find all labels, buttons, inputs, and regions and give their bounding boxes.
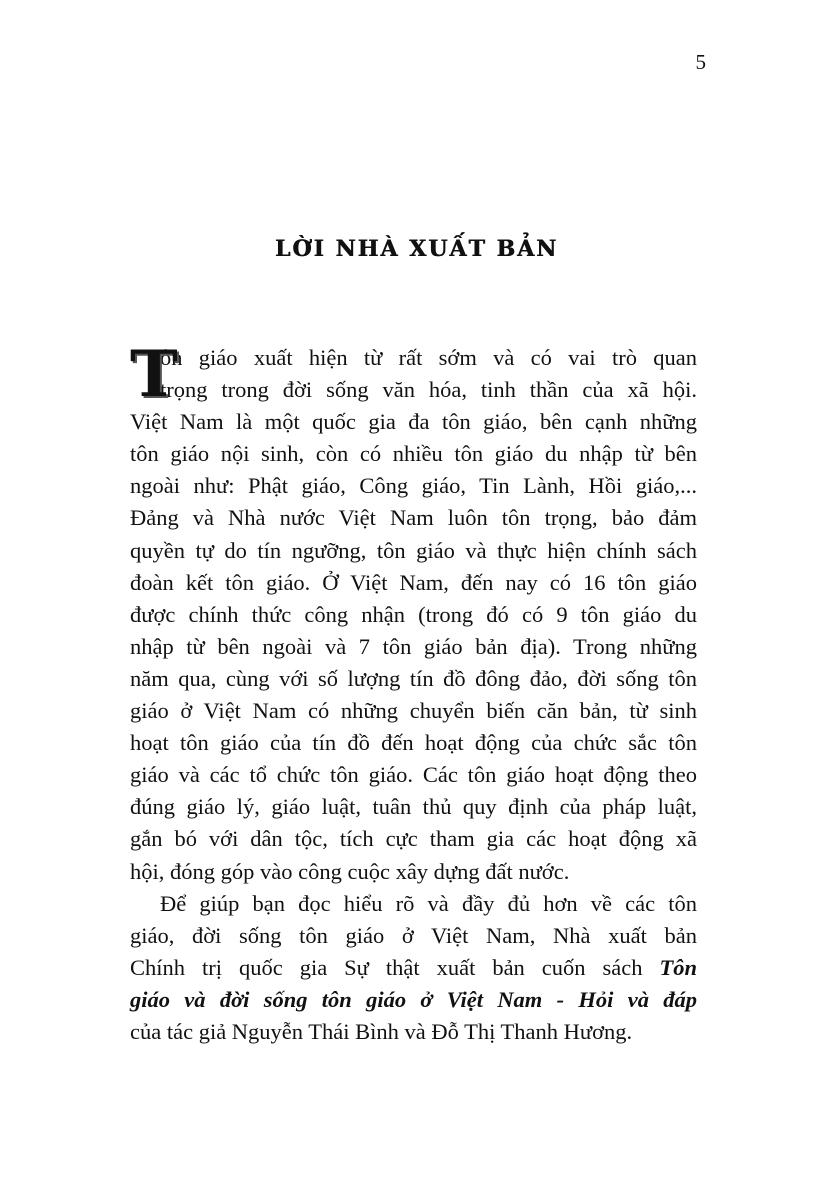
text-line (130, 952, 697, 984)
text-line: giáo và các tổ chức tôn giáo. Các tôn giáo hoạt động theo (130, 762, 697, 788)
text-line: đúng giáo lý, giáo luật, tuân thủ quy định của pháp luật, (130, 794, 697, 820)
text-line: quyền tự do tín ngưỡng, tôn giáo và thực hiện chính sách (130, 537, 697, 563)
text-line: đoàn kết tôn giáo. Ở Việt Nam, đến nay có 16 tôn giáo (130, 569, 697, 595)
text-line: hoạt tôn giáo của tín đồ đến hoạt động của chức sắc tôn (130, 730, 697, 756)
text-line: trọng trong đời sống văn hóa, tinh thần của xã hội. (160, 377, 697, 403)
text-line: giáo ở Việt Nam có những chuyển biến căn bản, từ sinh (130, 698, 697, 724)
text-line: Việt Nam là một quốc gia đa tôn giáo, bên cạnh những (130, 409, 697, 435)
text-line: nhập từ bên ngoài và 7 tôn giáo bản địa). Trong những (130, 633, 697, 659)
drop-cap: T (130, 337, 178, 412)
text-line: hội, đóng góp vào công cuộc xây dựng đất nước. (130, 858, 570, 884)
text-line: ngoài như: Phật giáo, Công giáo, Tin Lành, Hồi giáo,... (130, 473, 697, 499)
text-line: gắn bó với dân tộc, tích cực tham gia các hoạt động xã (130, 826, 697, 852)
text-span: Chính trị quốc gia Sự thật xuất bản cuốn sách (130, 954, 643, 980)
section-title: LỜI NHÀ XUẤT BẢN (274, 236, 559, 262)
text-line: Đảng và Nhà nước Việt Nam luôn tôn trọng, bảo đảm (130, 505, 697, 531)
text-line: tôn giáo nội sinh, còn có nhiều tôn giáo du nhập từ bên (130, 441, 697, 467)
paragraph-2 (130, 888, 697, 1048)
book-title-line: giáo và đời sống tôn giáo ở Việt Nam - Hỏi và đáp (130, 986, 697, 1012)
text-line: ôn giáo xuất hiện từ rất sớm và có vai trò quan (160, 345, 697, 370)
body-text (130, 337, 698, 1048)
text-line: Để giúp bạn đọc hiểu rõ và đầy đủ hơn về các tôn (160, 890, 697, 916)
text-line: giáo, đời sống tôn giáo ở Việt Nam, Nhà xuất bản (130, 922, 697, 948)
text-line: của tác giả Nguyễn Thái Bình và Đỗ Thị Thanh Hương. (130, 1018, 633, 1044)
text-line: được chính thức công nhận (trong đó có 9 tôn giáo du (130, 601, 697, 627)
text-line: năm qua, cùng với số lượng tín đồ đông đảo, đời sống tôn (130, 665, 697, 691)
book-title-part: Tôn (659, 954, 698, 980)
paragraph-1 (130, 337, 697, 888)
page-number: 5 (695, 50, 706, 74)
